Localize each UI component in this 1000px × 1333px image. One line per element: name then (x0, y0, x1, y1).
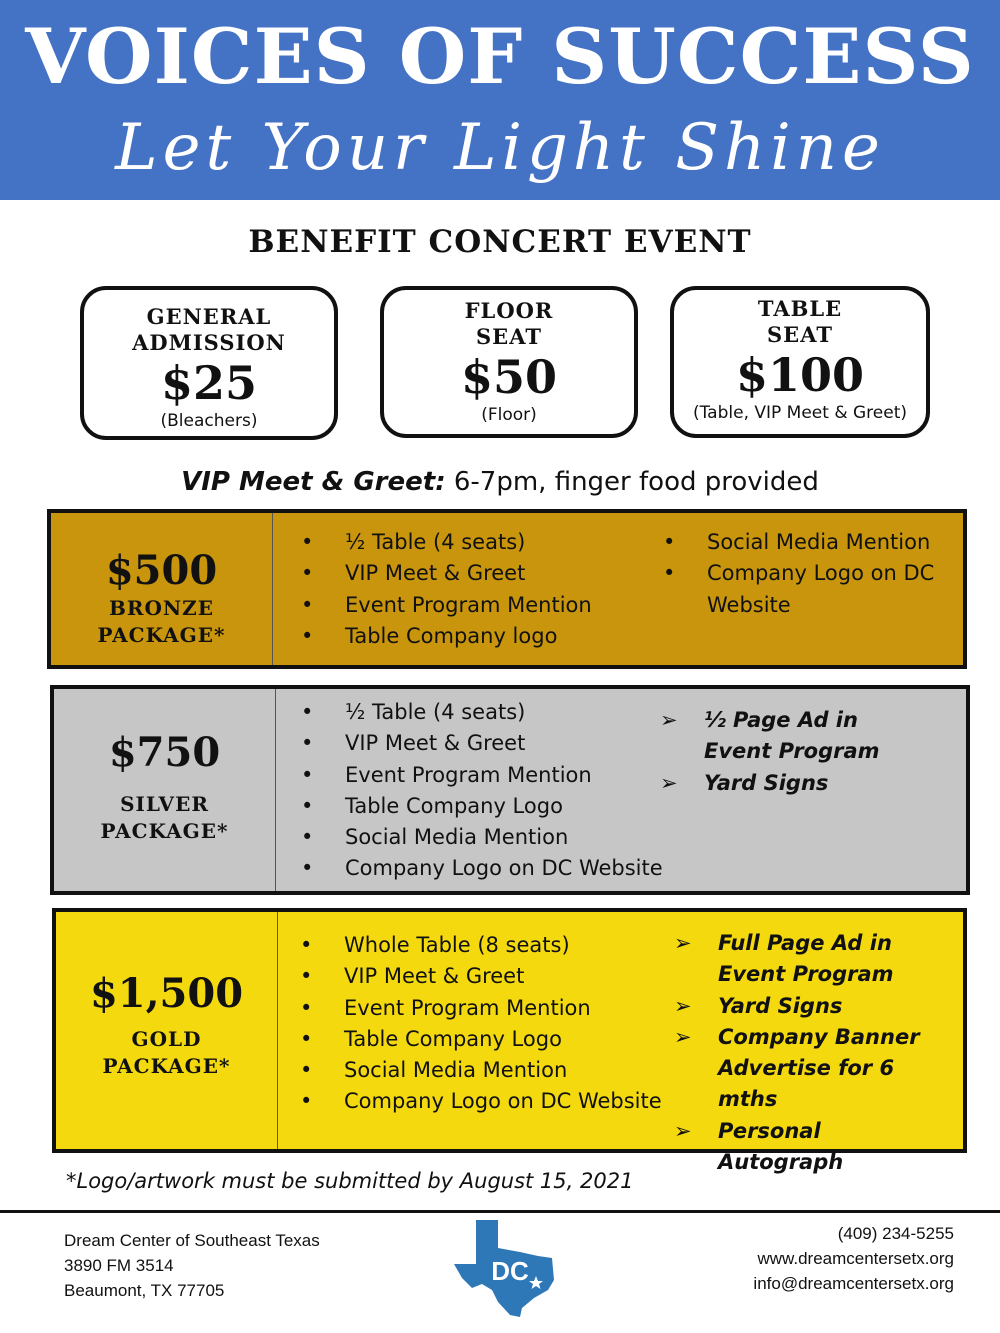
bullet-icon: • (300, 1058, 313, 1083)
list-item (301, 728, 663, 759)
benefit-text: Event Program Mention (345, 762, 592, 787)
bullet-icon: • (300, 1089, 313, 1114)
list-item (674, 1116, 936, 1179)
bullet-icon: • (300, 995, 313, 1020)
package-name: PACKAGE* (102, 1054, 231, 1078)
package-benefits-col2 (663, 527, 934, 621)
event-subtitle: Let Your Light Shine (115, 111, 885, 185)
extra-text: Full Page Ad in Event Program (718, 931, 894, 987)
website-link[interactable]: www.dreamcentersetx.org (757, 1249, 954, 1268)
benefit-text: Table Company Logo (344, 1026, 562, 1051)
ticket-table-seat (670, 286, 930, 438)
benefit-text: Website (707, 592, 791, 617)
benefit-text: Event Program Mention (345, 592, 592, 617)
package-price: $750 (108, 729, 221, 776)
ticket-price: $100 (735, 348, 865, 402)
bullet-icon: • (663, 561, 676, 586)
arrow-bullet-icon: ➢ (660, 770, 678, 795)
bullet-icon: • (301, 700, 314, 724)
bullet-icon: • (301, 825, 314, 850)
arrow-bullet-icon: ➢ (674, 993, 692, 1018)
org-name: Dream Center of Southeast Texas (64, 1231, 320, 1250)
package-heading (54, 689, 276, 891)
footnote: *Logo/artwork must be submitted by August 15, 2021 (66, 1169, 634, 1193)
ticket-label: FLOOR (464, 298, 554, 323)
ticket-label: SEAT (476, 324, 542, 349)
bullet-icon: • (301, 762, 314, 787)
list-item (301, 527, 592, 558)
list-item (300, 930, 662, 961)
list-item (300, 1024, 662, 1055)
list-item (663, 527, 934, 558)
email-link[interactable]: info@dreamcentersetx.org (753, 1274, 954, 1293)
texas-map-logo-icon (454, 1218, 560, 1318)
benefit-text: Event Program Mention (344, 995, 591, 1020)
bullet-icon: • (301, 856, 314, 881)
ticket-label: TABLE (757, 296, 843, 321)
benefit-text: VIP Meet & Greet (345, 731, 526, 756)
benefit-text: Company Logo on DC Website (345, 856, 663, 881)
bronze-package (47, 509, 967, 669)
benefit-text: VIP Meet & Greet (345, 561, 526, 586)
package-benefits (301, 697, 663, 885)
package-benefits (300, 930, 662, 1118)
bullet-icon: • (300, 933, 313, 957)
list-item (301, 791, 663, 822)
ticket-label: ADMISSION (132, 330, 286, 355)
extra-text: Yard Signs (704, 770, 829, 795)
arrow-bullet-icon: ➢ (674, 931, 692, 955)
gold-package (52, 908, 967, 1175)
package-name: GOLD (131, 1027, 202, 1051)
vip-details: 6-7pm, finger food provided (453, 467, 819, 497)
list-item (301, 621, 592, 652)
header-banner (0, 0, 1000, 200)
benefit-text: Company Logo on DC Website (344, 1089, 662, 1114)
benefit-text: Social Media Mention (707, 530, 931, 554)
footer-divider (0, 1210, 1000, 1213)
benefit-text: Company Logo on DC (707, 561, 935, 586)
bullet-icon: • (301, 530, 314, 554)
list-item (301, 590, 592, 621)
list-item (663, 558, 934, 589)
benefit-text: Table Company Logo (345, 793, 563, 818)
bullet-icon: • (301, 623, 314, 648)
list-item (663, 590, 934, 621)
list-item (301, 760, 663, 791)
package-name: PACKAGE* (97, 623, 226, 647)
package-name: SILVER (120, 792, 209, 816)
ticket-price: $50 (460, 350, 558, 404)
benefit-text: Social Media Mention (344, 1058, 568, 1083)
package-name: PACKAGE* (100, 819, 229, 843)
list-item (301, 558, 592, 589)
silver-package (50, 685, 970, 895)
benefit-text: VIP Meet & Greet (344, 964, 525, 989)
list-item (301, 853, 663, 884)
ticket-note: (Bleachers) (160, 411, 258, 431)
extra-text: Yard Signs (718, 993, 843, 1018)
bullet-icon: • (300, 1026, 313, 1051)
list-item (674, 928, 936, 991)
benefit-text: Table Company logo (345, 623, 558, 648)
list-item (660, 768, 920, 799)
extra-text: Company Banner Advertise for 6 mths (718, 1024, 920, 1112)
list-item (301, 822, 663, 853)
benefit-text: ½ Table (4 seats) (345, 530, 526, 554)
footer-contact (753, 1221, 954, 1296)
extra-text: Personal Autograph (718, 1118, 844, 1175)
list-item (660, 705, 920, 768)
bullet-icon: • (301, 561, 314, 586)
package-price: $500 (105, 547, 218, 594)
package-heading (51, 513, 273, 665)
package-name: BRONZE (108, 596, 215, 620)
city-state-zip: Beaumont, TX 77705 (64, 1281, 225, 1300)
bullet-icon: • (300, 964, 313, 989)
package-extras (674, 928, 936, 1178)
package-benefits (301, 527, 592, 652)
list-item (300, 1086, 662, 1117)
event-heading: BENEFIT CONCERT EVENT (248, 224, 752, 260)
benefit-text: Social Media Mention (345, 825, 569, 850)
ticket-label: GENERAL (146, 304, 272, 329)
ticket-note: (Table, VIP Meet & Greet) (692, 403, 908, 423)
package-heading (56, 912, 278, 1149)
benefit-text: ½ Table (4 seats) (345, 700, 526, 724)
bullet-icon: • (301, 592, 314, 617)
street-address: 3890 FM 3514 (64, 1256, 174, 1275)
arrow-bullet-icon: ➢ (674, 1024, 692, 1049)
footer-address (64, 1228, 320, 1303)
logo-text: DC (491, 1256, 529, 1286)
ticket-price: $25 (160, 356, 258, 410)
ticket-general-admission (80, 286, 338, 440)
ticket-label: SEAT (767, 322, 833, 347)
arrow-bullet-icon: ➢ (674, 1118, 692, 1143)
phone-number: (409) 234-5255 (837, 1224, 954, 1243)
list-item (300, 961, 662, 992)
vip-meet-greet-line (0, 464, 1000, 500)
package-extras (660, 705, 920, 799)
ticket-floor-seat (380, 286, 638, 438)
bullet-icon: • (301, 793, 314, 818)
list-item (674, 1022, 936, 1116)
event-title: VOICES OF SUCCESS (25, 12, 975, 101)
package-price: $1,500 (89, 970, 244, 1017)
bullet-icon: • (301, 731, 314, 756)
list-item (300, 1055, 662, 1086)
list-item (301, 697, 663, 728)
benefit-text: Whole Table (8 seats) (344, 933, 570, 957)
extra-text: ½ Page Ad in Event Program (704, 708, 880, 764)
list-item (300, 993, 662, 1024)
vip-label: VIP Meet & Greet: (181, 467, 446, 497)
ticket-note: (Floor) (481, 405, 537, 425)
bullet-icon: • (663, 530, 676, 554)
list-item (674, 991, 936, 1022)
arrow-bullet-icon: ➢ (660, 708, 678, 732)
